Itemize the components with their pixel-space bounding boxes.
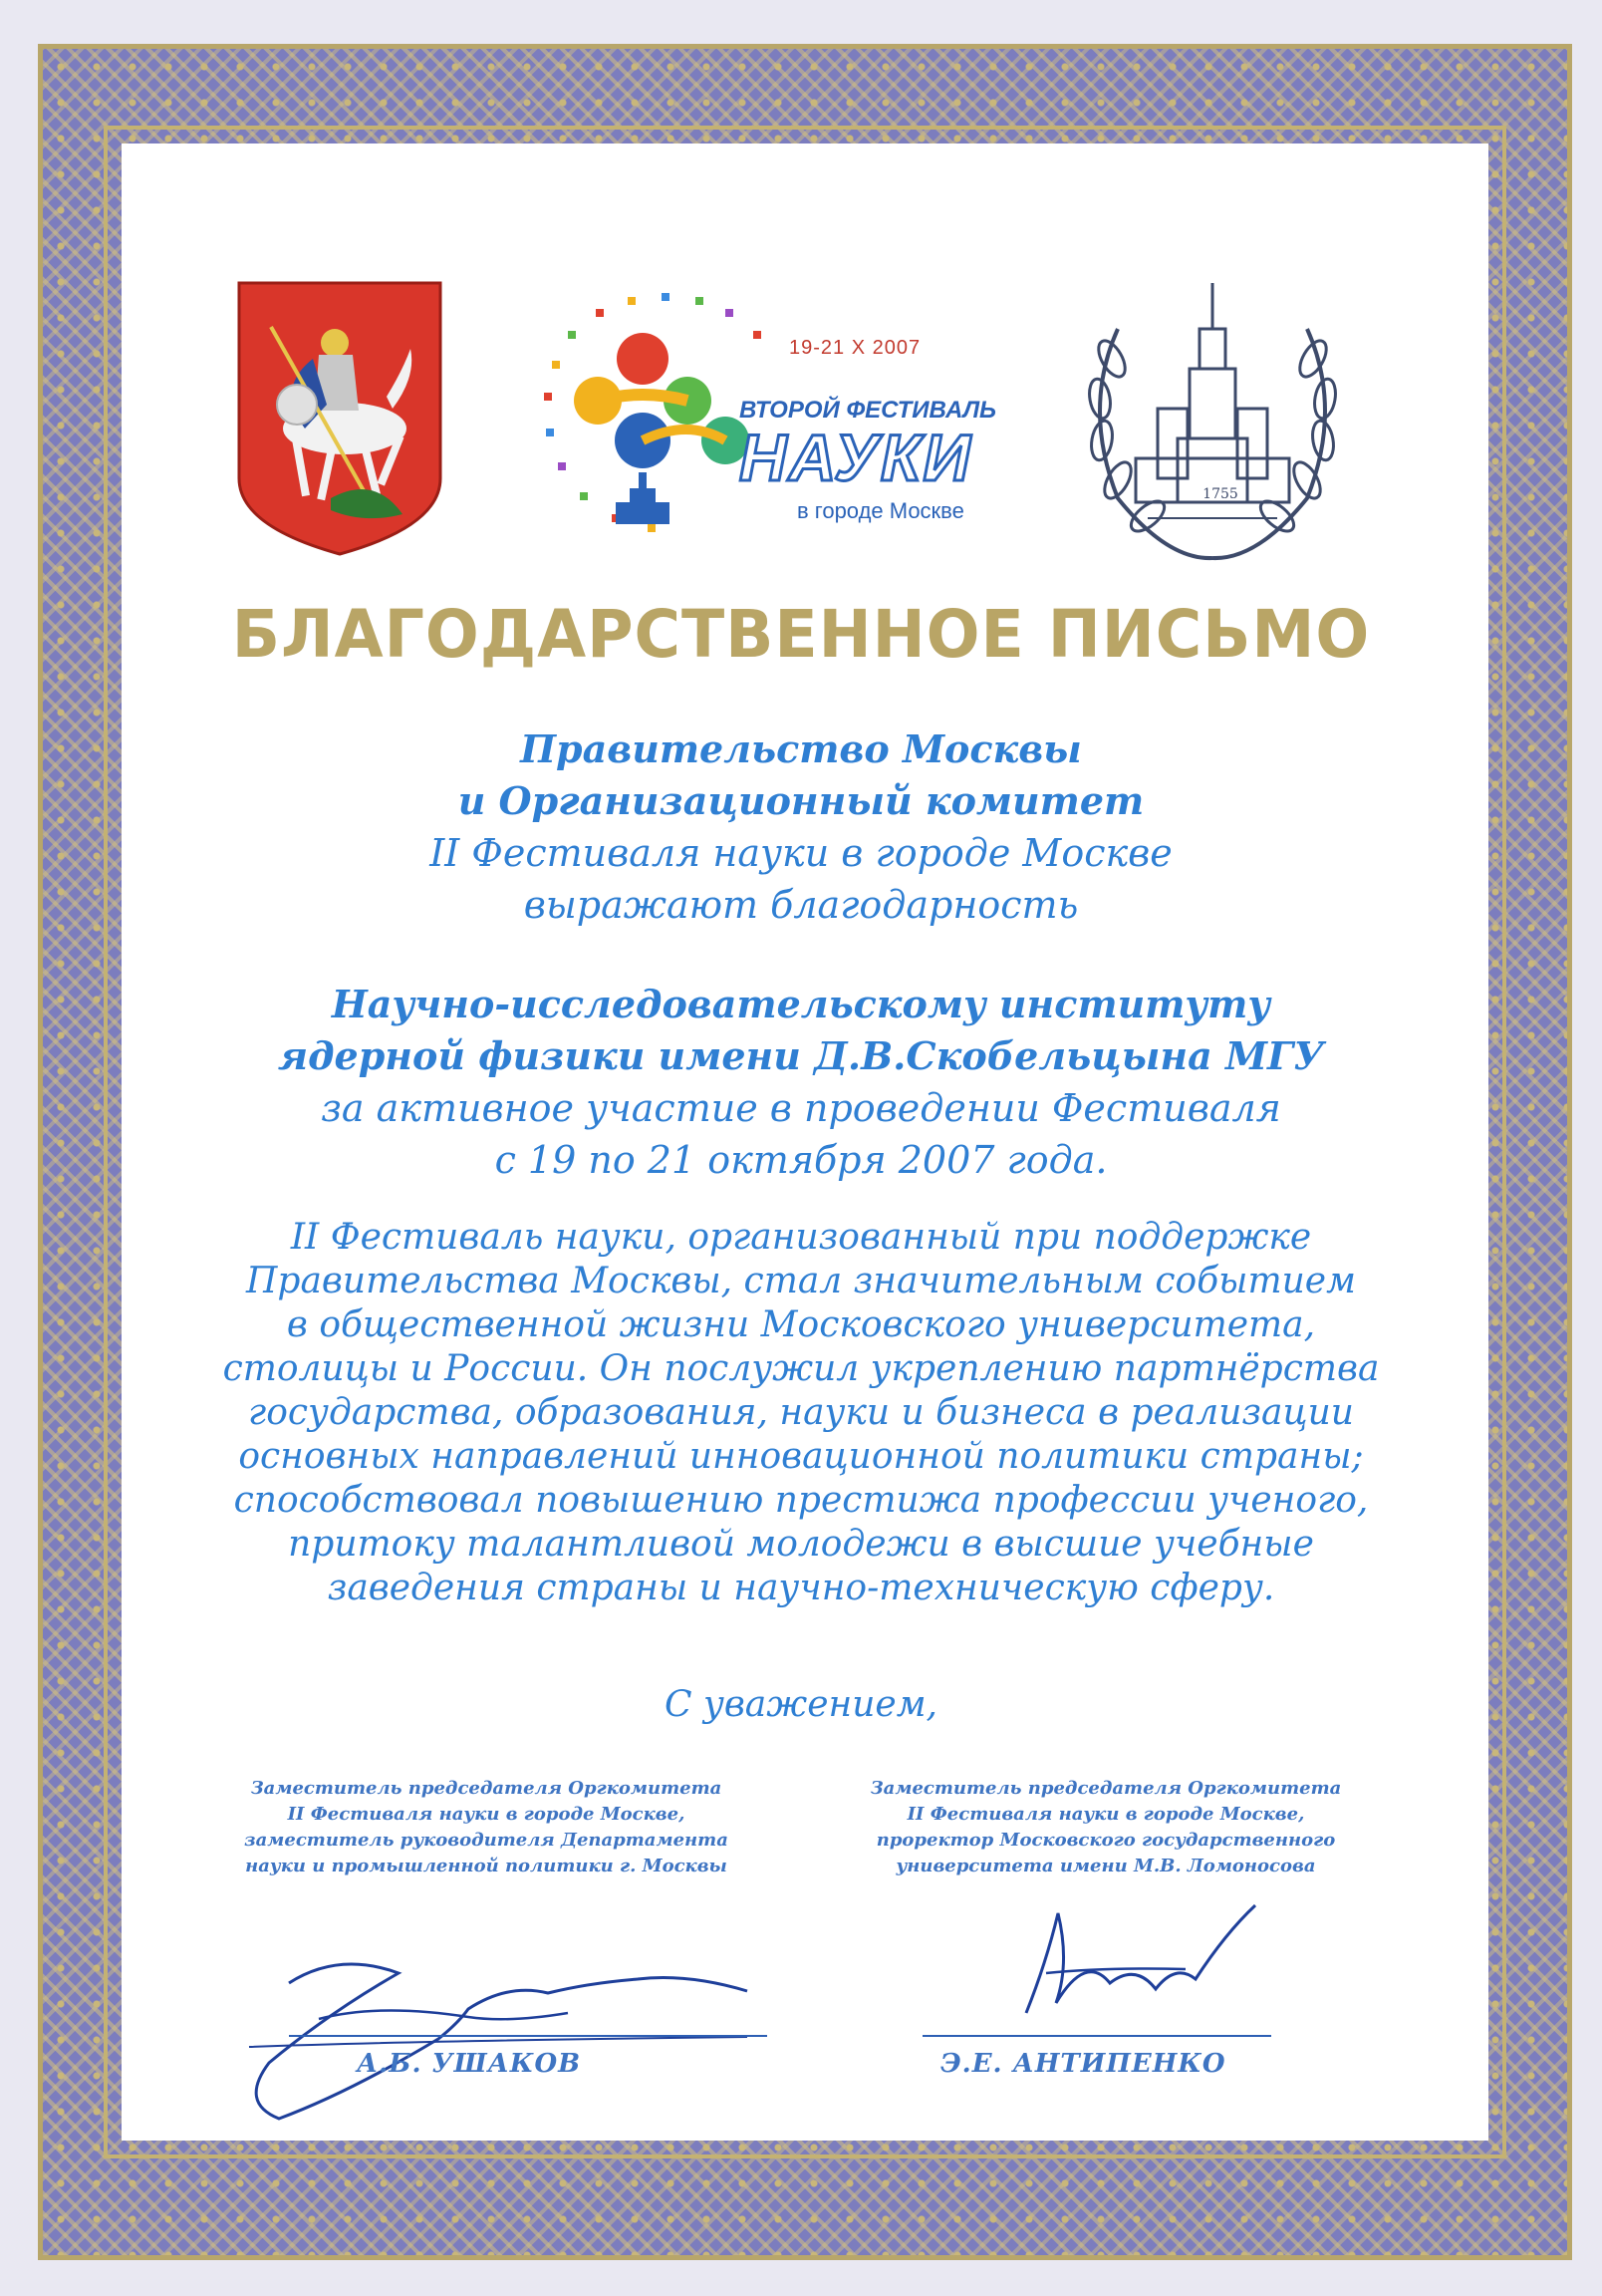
signer-title-line: заместитель руководителя Департамента bbox=[244, 1830, 728, 1851]
closing-line: С уважением, bbox=[664, 1684, 937, 1725]
intro-line: и Организационный комитет bbox=[457, 778, 1145, 823]
signature-line-left bbox=[289, 2035, 767, 2037]
festival-date: 19-21 X 2007 bbox=[789, 337, 922, 359]
signer-left-name: А.Б. УШАКОВ bbox=[357, 2049, 582, 2079]
signer-left-title bbox=[207, 1776, 765, 1879]
signature-left bbox=[209, 1943, 767, 2133]
intro-line: Правительство Москвы bbox=[520, 726, 1082, 771]
festival-city: в городе Москве bbox=[797, 498, 964, 523]
body-line: Правительства Москвы, стал значительным событием bbox=[246, 1261, 1356, 1301]
recipient-block bbox=[0, 979, 1602, 1186]
signer-title-line: Заместитель председателя Оргкомитета bbox=[870, 1778, 1342, 1799]
msu-emblem-icon bbox=[1078, 269, 1347, 568]
signer-title-line: университета имени М.В. Ломоносова bbox=[896, 1856, 1316, 1876]
letter-title: БЛАГОДАРСТВЕННОЕ ПИСЬМО bbox=[231, 596, 1371, 673]
festival-subtitle: ВТОРОЙ ФЕСТИВАЛЬ bbox=[739, 397, 997, 424]
body-line: способствовал повышению престижа профессии ученого, bbox=[233, 1480, 1369, 1521]
signer-right-title bbox=[827, 1776, 1385, 1879]
body-block bbox=[0, 1216, 1602, 1610]
recipient-line: за активное участие в проведении Фестиваля bbox=[321, 1086, 1281, 1130]
body-line: столицы и России. Он послужил укреплению партнёрства bbox=[222, 1348, 1380, 1389]
intro-block bbox=[0, 723, 1602, 931]
signature-right bbox=[986, 1893, 1315, 2033]
signer-title-line: проректор Московского государственного bbox=[876, 1830, 1336, 1851]
moscow-coat-of-arms-icon bbox=[235, 279, 444, 558]
body-line: II Фестиваль науки, организованный при поддержке bbox=[290, 1217, 1312, 1258]
signer-right-name: Э.Е. АНТИПЕНКО bbox=[940, 2049, 1226, 2079]
festival-name: НАУКИ bbox=[739, 421, 972, 494]
recipient-line: с 19 по 21 октября 2007 года. bbox=[494, 1138, 1108, 1182]
signer-title-line: науки и промышленной политики г. Москвы bbox=[245, 1856, 727, 1876]
body-line: заведения страны и научно-техническую сферу. bbox=[327, 1568, 1275, 1608]
recipient-line: Научно-исследовательскому институту bbox=[331, 982, 1271, 1026]
body-line: государства, образования, науки и бизнеса в реализации bbox=[248, 1392, 1354, 1433]
body-line: основных направлений инновационной политики страны; bbox=[238, 1436, 1364, 1477]
signer-title-line: II Фестиваля науки в городе Москве, bbox=[287, 1804, 685, 1825]
recipient-line: ядерной физики имени Д.В.Скобельцына МГУ bbox=[277, 1033, 1325, 1078]
msu-founding-year: 1755 bbox=[1202, 486, 1238, 502]
intro-line: II Фестиваля науки в городе Москве bbox=[429, 831, 1173, 875]
signer-title-line: II Фестиваля науки в городе Москве, bbox=[907, 1804, 1305, 1825]
body-line: в общественной жизни Московского университета, bbox=[286, 1304, 1316, 1345]
intro-line: выражают благодарность bbox=[523, 883, 1079, 927]
signature-line-right bbox=[923, 2035, 1271, 2037]
body-line: притоку талантливой молодежи в высшие учебные bbox=[288, 1524, 1314, 1565]
signer-title-line: Заместитель председателя Оргкомитета bbox=[250, 1778, 722, 1799]
